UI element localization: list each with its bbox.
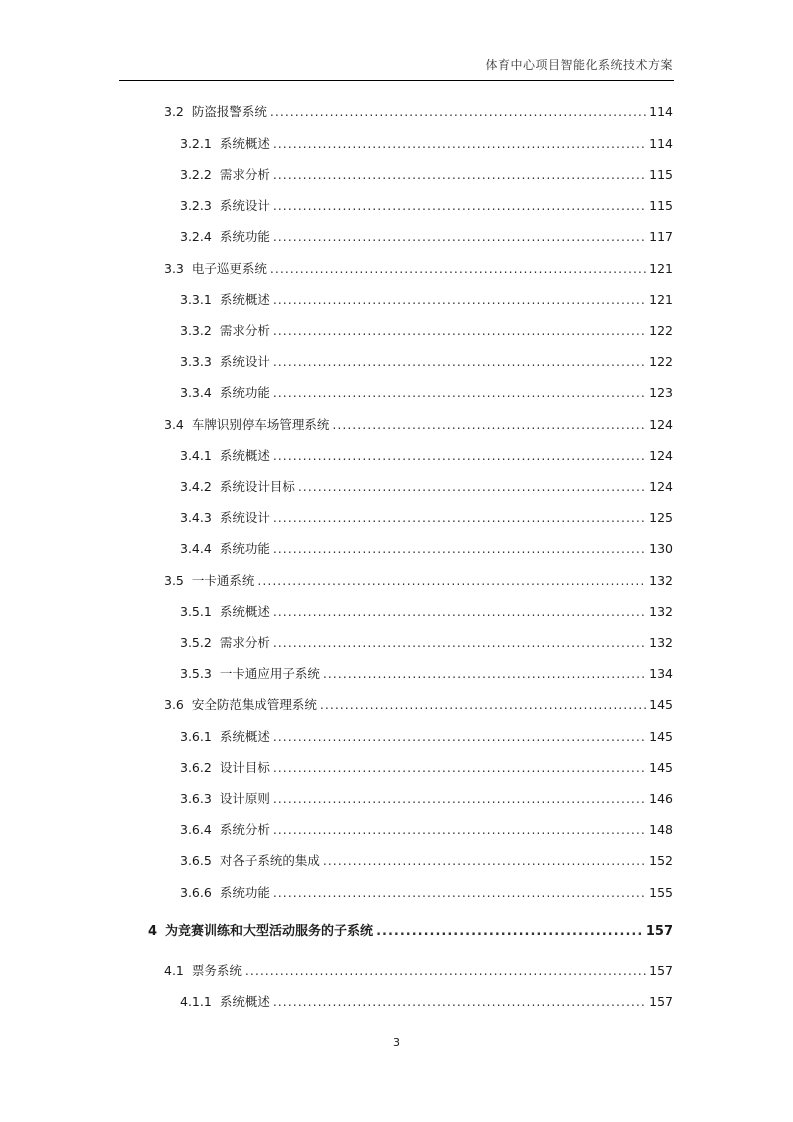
- toc-entry-page: 117: [649, 229, 673, 244]
- toc-entry-title: 系统设计: [219, 354, 270, 369]
- toc-entry[interactable]: [180, 635, 673, 651]
- toc-entry[interactable]: [180, 167, 673, 183]
- toc-entry-number: 3.6.2: [180, 760, 212, 775]
- toc-dot-leader: [273, 229, 646, 245]
- toc-entry-title: 一卡通应用子系统: [219, 666, 320, 681]
- toc-entry-title: 系统设计: [219, 198, 270, 213]
- toc-entry-page: 145: [649, 729, 673, 744]
- toc-dot-leader: [273, 760, 646, 776]
- toc-entry-title: 防盗报警系统: [191, 104, 267, 119]
- toc-entry-number: 3.3.1: [180, 292, 212, 307]
- toc-entry[interactable]: [180, 822, 673, 838]
- toc-entry-title: 系统概述: [219, 136, 270, 151]
- toc-entry-title: 车牌识别停车场管理系统: [191, 417, 330, 432]
- toc-entry-page: 122: [649, 354, 673, 369]
- toc-entry-page: 132: [649, 604, 673, 619]
- toc-entry-title: 系统功能: [219, 229, 270, 244]
- toc-entry-number: 3.3.2: [180, 323, 212, 338]
- toc-entry-title: 系统概述: [219, 729, 270, 744]
- toc-entry[interactable]: [180, 323, 673, 339]
- toc-entry[interactable]: [180, 354, 673, 370]
- toc-dot-leader: [273, 385, 646, 401]
- toc-dot-leader: [376, 924, 643, 940]
- toc-entry[interactable]: [180, 479, 673, 495]
- toc-entry-number: 3.4.4: [180, 541, 212, 556]
- toc-entry-page: 130: [649, 541, 673, 556]
- toc-entry-page: 114: [649, 104, 673, 119]
- toc-entry-title: 需求分析: [219, 323, 270, 338]
- toc-entry-page: 148: [649, 822, 673, 837]
- toc-entry-number: 3.3.4: [180, 385, 212, 400]
- toc-entry-number: 3.6.1: [180, 729, 212, 744]
- toc-entry-number: 4.1.1: [180, 994, 212, 1009]
- toc-dot-leader: [273, 323, 646, 339]
- toc-dot-leader: [273, 791, 646, 807]
- toc-entry-number: 3.2.3: [180, 198, 212, 213]
- toc-entry-page: 121: [649, 292, 673, 307]
- toc-entry-page: 134: [649, 666, 673, 681]
- toc-entry[interactable]: [164, 697, 673, 713]
- toc-entry-title: 对各子系统的集成: [219, 853, 320, 868]
- toc-entry-page: 121: [649, 261, 673, 276]
- toc-entry-number: 4.1: [164, 963, 184, 978]
- toc-entry-page: 145: [649, 760, 673, 775]
- toc-dot-leader: [273, 198, 646, 214]
- toc-entry[interactable]: [180, 885, 673, 901]
- toc-entry-title: 一卡通系统: [191, 573, 255, 588]
- toc-dot-leader: [323, 853, 646, 869]
- toc-entry-number: 3.2.1: [180, 136, 212, 151]
- toc-entry[interactable]: [164, 963, 673, 979]
- toc-entry[interactable]: [180, 198, 673, 214]
- toc-entry-title: 系统概述: [219, 994, 270, 1009]
- toc-entry-page: 114: [649, 136, 673, 151]
- toc-entry-number: 3.3: [164, 261, 184, 276]
- toc-entry-title: 电子巡更系统: [191, 261, 267, 276]
- toc-entry-number: 3.5.3: [180, 666, 212, 681]
- toc-entry-page: 123: [649, 385, 673, 400]
- toc-entry-title: 系统功能: [219, 885, 270, 900]
- toc-entry[interactable]: [164, 573, 673, 589]
- toc-dot-leader: [273, 885, 646, 901]
- toc-entry-title: 系统设计: [219, 510, 270, 525]
- toc-dot-leader: [273, 448, 646, 464]
- toc-entry-title: 票务系统: [191, 963, 242, 978]
- toc-dot-leader: [273, 994, 646, 1010]
- toc-entry-number: 3.6.3: [180, 791, 212, 806]
- toc-entry-page: 155: [649, 885, 673, 900]
- toc-entry-title: 系统分析: [219, 822, 270, 837]
- toc-entry-number: 3.3.3: [180, 354, 212, 369]
- toc-entry[interactable]: [180, 136, 673, 152]
- toc-dot-leader: [273, 541, 646, 557]
- toc-entry[interactable]: [180, 666, 673, 682]
- toc-dot-leader: [273, 510, 646, 526]
- toc-entry[interactable]: [180, 853, 673, 869]
- toc-entry-number: 3.2.2: [180, 167, 212, 182]
- toc-entry-title: 系统功能: [219, 385, 270, 400]
- toc-entry[interactable]: [180, 729, 673, 745]
- toc-entry[interactable]: [180, 448, 673, 464]
- toc-dot-leader: [270, 104, 646, 120]
- toc-entry-number: 4: [148, 924, 158, 939]
- toc-entry[interactable]: [180, 541, 673, 557]
- toc-entry-page: 152: [649, 853, 673, 868]
- toc-dot-leader: [270, 261, 646, 277]
- toc-entry-number: 3.5: [164, 573, 184, 588]
- toc-entry[interactable]: [180, 385, 673, 401]
- toc-entry-number: 3.6.4: [180, 822, 212, 837]
- toc-entry-title: 系统设计目标: [219, 479, 295, 494]
- toc-dot-leader: [273, 822, 646, 838]
- toc-dot-leader: [273, 136, 646, 152]
- toc-entry[interactable]: [180, 604, 673, 620]
- toc-dot-leader: [332, 417, 646, 433]
- toc-dot-leader: [273, 292, 646, 308]
- toc-entry[interactable]: [180, 791, 673, 807]
- toc-entry-number: 3.6: [164, 697, 184, 712]
- toc-entry[interactable]: [164, 417, 673, 433]
- toc-entry-number: 3.5.1: [180, 604, 212, 619]
- toc-entry[interactable]: [180, 760, 673, 776]
- toc-dot-leader: [320, 697, 646, 713]
- toc-entry-title: 系统概述: [219, 604, 270, 619]
- toc-entry[interactable]: [180, 292, 673, 308]
- toc-entry[interactable]: [180, 994, 673, 1010]
- toc-entry-title: 系统功能: [219, 541, 270, 556]
- toc-entry[interactable]: [148, 924, 673, 940]
- toc-dot-leader: [323, 666, 646, 682]
- toc-dot-leader: [257, 573, 646, 589]
- toc-entry-page: 124: [649, 448, 673, 463]
- toc-entry-number: 3.4.2: [180, 479, 212, 494]
- toc-entry-number: 3.2: [164, 104, 184, 119]
- toc-entry-page: 132: [649, 573, 673, 588]
- toc-entry-number: 3.4: [164, 417, 184, 432]
- toc-entry[interactable]: [180, 229, 673, 245]
- toc-entry-page: 157: [649, 963, 673, 978]
- toc-entry-page: 115: [649, 198, 673, 213]
- toc-entry-title: 设计目标: [219, 760, 270, 775]
- toc-entry-title: 需求分析: [219, 635, 270, 650]
- toc-entry-number: 3.6.6: [180, 885, 212, 900]
- toc-entry-page: 157: [649, 994, 673, 1009]
- running-header-title: 体育中心项目智能化系统技术方案: [485, 58, 673, 72]
- toc-entry-title: 安全防范集成管理系统: [191, 697, 317, 712]
- toc-entry[interactable]: [164, 104, 673, 120]
- toc-dot-leader: [273, 354, 646, 370]
- toc-entry-number: 3.2.4: [180, 229, 212, 244]
- toc-entry-title: 需求分析: [219, 167, 270, 182]
- toc-entry-page: 124: [649, 417, 673, 432]
- toc-entry-page: 146: [649, 791, 673, 806]
- page-number: 3: [393, 1036, 400, 1049]
- toc-dot-leader: [273, 729, 646, 745]
- toc-entry-page: 124: [649, 479, 673, 494]
- toc-entry-title: 为竞赛训练和大型活动服务的子系统: [165, 924, 374, 939]
- toc-entry-page: 157: [645, 924, 673, 939]
- toc-entry-title: 系统概述: [219, 292, 270, 307]
- toc-dot-leader: [273, 604, 646, 620]
- toc-entry-title: 设计原则: [219, 791, 270, 806]
- toc-entry-number: 3.4.1: [180, 448, 212, 463]
- toc-dot-leader: [298, 479, 646, 495]
- toc-entry[interactable]: [164, 261, 673, 277]
- toc-entry-number: 3.5.2: [180, 635, 212, 650]
- toc-entry[interactable]: [180, 510, 673, 526]
- toc-dot-leader: [245, 963, 646, 979]
- toc-entry-page: 115: [649, 167, 673, 182]
- toc-dot-leader: [273, 635, 646, 651]
- toc-entry-page: 145: [649, 697, 673, 712]
- toc-entry-number: 3.6.5: [180, 853, 212, 868]
- toc-entry-title: 系统概述: [219, 448, 270, 463]
- toc-entry-page: 132: [649, 635, 673, 650]
- toc-entry-page: 125: [649, 510, 673, 525]
- toc-entry-page: 122: [649, 323, 673, 338]
- toc-entry-number: 3.4.3: [180, 510, 212, 525]
- toc-dot-leader: [273, 167, 646, 183]
- header-divider: [119, 80, 674, 81]
